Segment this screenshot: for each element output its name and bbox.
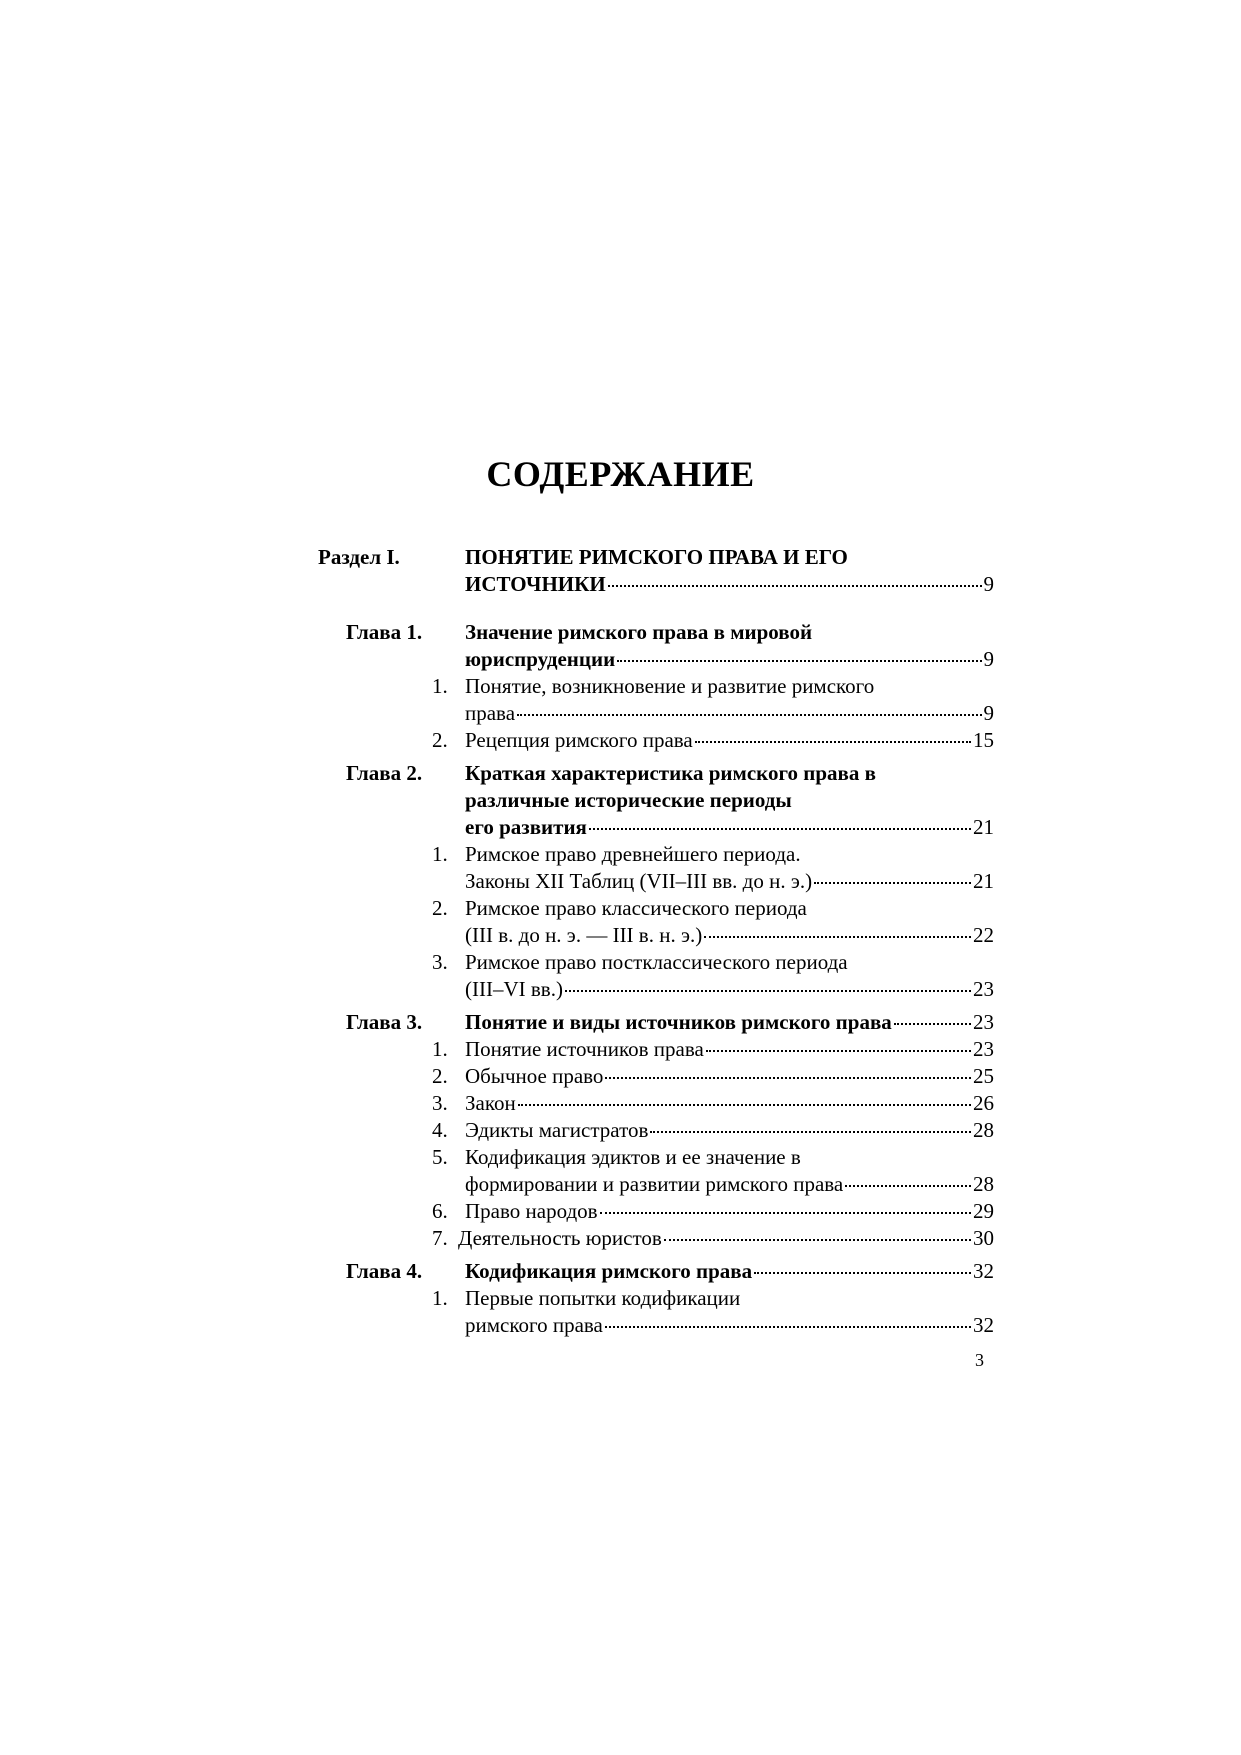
- dot-leader: [754, 1272, 971, 1274]
- chapter-title-last: Понятие и виды источников римского права: [465, 1010, 892, 1034]
- item-number: 6.: [432, 1199, 448, 1223]
- dot-leader: [589, 828, 971, 830]
- section-title-line: ПОНЯТИЕ РИМСКОГО ПРАВА И ЕГО: [465, 545, 848, 569]
- item-number: 1.: [432, 674, 448, 698]
- item-title-last: формировании и развитии римского права: [465, 1172, 844, 1196]
- dot-leader: [695, 741, 971, 743]
- toc-entry[interactable]: [465, 727, 994, 754]
- toc-entry[interactable]: [465, 1117, 994, 1144]
- section-title-last: ИСТОЧНИКИ: [465, 572, 606, 596]
- page-ref: 21: [973, 815, 994, 839]
- toc-entry[interactable]: [465, 571, 994, 598]
- item-number: 1.: [432, 842, 448, 866]
- dot-leader: [814, 882, 971, 884]
- toc-entry[interactable]: [465, 976, 994, 1003]
- item-title-last: Законы XII Таблиц (VII–III вв. до н. э.): [465, 869, 813, 893]
- item-number: 3.: [432, 1091, 448, 1115]
- chapter-label: Глава 1.: [346, 620, 423, 644]
- chapter-label: Глава 3.: [346, 1010, 423, 1034]
- section-label: Раздел I.: [318, 545, 400, 569]
- page-ref: 26: [973, 1091, 994, 1115]
- toc-entry[interactable]: [458, 1225, 994, 1252]
- toc-entry[interactable]: [465, 1036, 994, 1063]
- item-title-line: Понятие, возникновение и развитие римского: [465, 674, 875, 698]
- dot-leader: [845, 1185, 971, 1187]
- page-ref: 30: [973, 1226, 994, 1250]
- chapter-title-line: различные исторические периоды: [465, 788, 792, 812]
- dot-leader: [664, 1239, 971, 1241]
- page-title: СОДЕРЖАНИЕ: [486, 454, 755, 494]
- toc-entry[interactable]: [465, 1258, 994, 1285]
- dot-leader: [704, 936, 971, 938]
- page-ref: 32: [973, 1313, 994, 1337]
- toc-entry[interactable]: [465, 1009, 994, 1036]
- page-ref: 23: [973, 977, 994, 1001]
- page-ref: 21: [973, 869, 994, 893]
- item-title-last: Право народов: [465, 1199, 598, 1223]
- item-title-last: Рецепция римского права: [465, 728, 693, 752]
- toc-entry[interactable]: [465, 1090, 994, 1117]
- dot-leader: [518, 1104, 971, 1106]
- item-number: 5.: [432, 1145, 448, 1169]
- item-title-line: Римское право древнейшего периода.: [465, 842, 801, 866]
- chapter-label: Глава 2.: [346, 761, 423, 785]
- toc-entry[interactable]: [465, 1312, 994, 1339]
- page-ref: 25: [973, 1064, 994, 1088]
- page-ref: 15: [973, 728, 994, 752]
- toc-entry[interactable]: [465, 646, 994, 673]
- item-number: 2.: [432, 728, 448, 752]
- chapter-title-last: его развития: [465, 815, 587, 839]
- page-ref: 23: [973, 1037, 994, 1061]
- dot-leader: [517, 714, 981, 716]
- page-number: 3: [975, 1350, 984, 1370]
- dot-leader: [605, 1326, 971, 1328]
- page-ref: 23: [973, 1010, 994, 1034]
- page-ref: 22: [973, 923, 994, 947]
- dot-leader: [650, 1131, 971, 1133]
- page-ref: 28: [973, 1172, 994, 1196]
- item-title-last: (III в. до н. э. — III в. н. э.): [465, 923, 703, 947]
- chapter-title-last: юриспруденции: [465, 647, 616, 671]
- chapter-title-line: Значение римского права в мировой: [465, 620, 813, 644]
- item-title-last: Закон: [465, 1091, 516, 1115]
- item-number: 2.: [432, 896, 448, 920]
- toc-entry[interactable]: [465, 922, 994, 949]
- toc-entry[interactable]: [465, 1171, 994, 1198]
- item-number: 1.: [432, 1037, 448, 1061]
- chapter-title-last: Кодификация римского права: [465, 1259, 753, 1283]
- item-title-line: Первые попытки кодификации: [465, 1286, 741, 1310]
- chapter-title-line: Краткая характеристика римского права в: [465, 761, 876, 785]
- toc-entry[interactable]: [465, 868, 994, 895]
- item-number: 2.: [432, 1064, 448, 1088]
- item-title-last: Деятельность юристов: [458, 1226, 662, 1250]
- page-ref: 9: [983, 647, 994, 671]
- dot-leader: [605, 1077, 971, 1079]
- item-number: 1.: [432, 1286, 448, 1310]
- item-title-line: Римское право классического периода: [465, 896, 807, 920]
- item-title-last: Понятие источников права: [465, 1037, 704, 1061]
- item-title-line: Римское право постклассического периода: [465, 950, 848, 974]
- dot-leader: [706, 1050, 971, 1052]
- item-number: 3.: [432, 950, 448, 974]
- dot-leader: [608, 585, 982, 587]
- dot-leader: [600, 1212, 971, 1214]
- item-number: 7.: [432, 1226, 448, 1250]
- chapter-label: Глава 4.: [346, 1259, 423, 1283]
- item-title-last: (III–VI вв.): [465, 977, 563, 1001]
- page-ref: 28: [973, 1118, 994, 1142]
- dot-leader: [894, 1023, 971, 1025]
- item-title-last: Обычное право: [465, 1064, 604, 1088]
- toc-entry[interactable]: [465, 1063, 994, 1090]
- toc-entry[interactable]: [465, 700, 994, 727]
- item-number: 4.: [432, 1118, 448, 1142]
- toc-entry[interactable]: [465, 1198, 994, 1225]
- dot-leader: [565, 990, 971, 992]
- page-ref: 9: [983, 572, 994, 596]
- item-title-last: Эдикты магистратов: [465, 1118, 649, 1142]
- page-ref: 9: [983, 701, 994, 725]
- item-title-last: римского права: [465, 1313, 603, 1337]
- dot-leader: [617, 660, 981, 662]
- item-title-line: Кодификация эдиктов и ее значение в: [465, 1145, 801, 1169]
- page-ref: 29: [973, 1199, 994, 1223]
- page-ref: 32: [973, 1259, 994, 1283]
- toc-entry[interactable]: [465, 814, 994, 841]
- item-title-last: права: [465, 701, 516, 725]
